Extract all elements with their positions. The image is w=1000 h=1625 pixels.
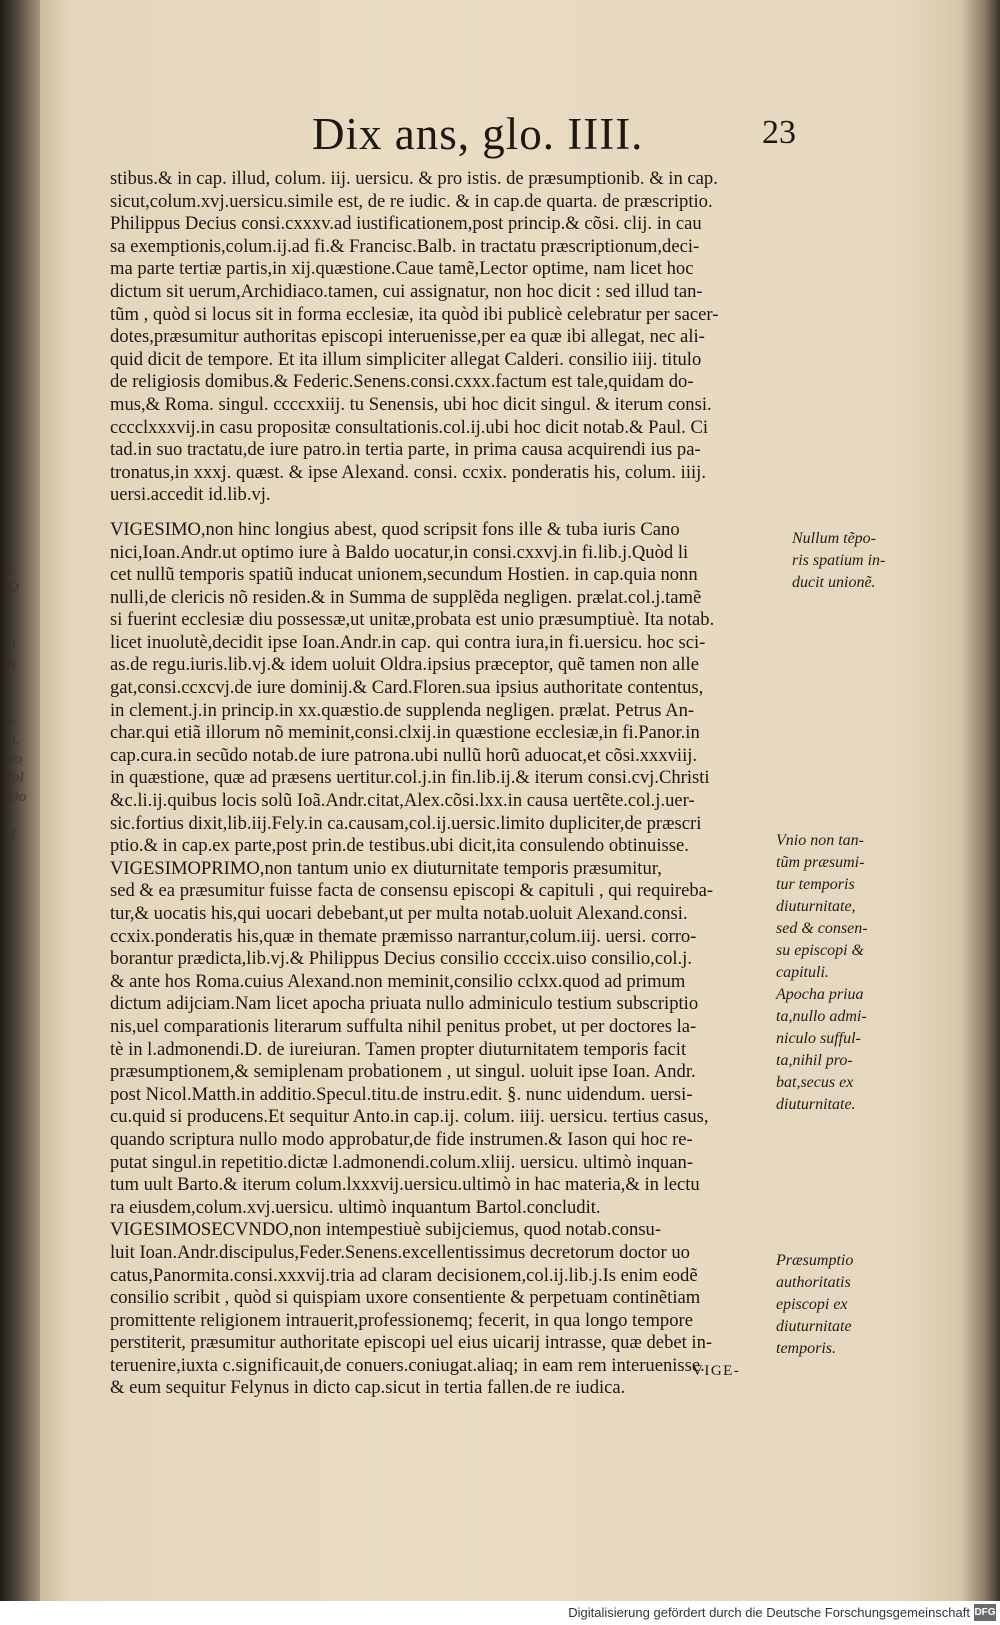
margin-note-line: episcopi ex [776,1296,848,1313]
page-number: 23 [762,114,796,151]
margin-note-2 [776,830,936,1116]
text-line: sicut,colum.xvj.uersicu.simile est, de re iudic. & in cap.de quarta. de præscriptio. [110,190,713,212]
text-line: char.qui etiã illorum nõ meminit,consi.clxij.in quæstione ecclesiæ,in fi.Panor.in [110,722,700,744]
text-line: uersi.accedit id.lib.vj. [110,484,271,506]
text-line: Philippus Decius consi.cxxxv.ad iustificationem,post princip.& cõsi. clij. in cau [110,213,702,235]
margin-note-line: ta,nullo admi- [776,1008,867,1025]
page-header [0,100,1000,160]
text-line: sa exemptionis,colum.ij.ad fi.& Francisc.Balb. in tractatu præscriptionum,deci- [110,235,700,257]
text-line: post Nicol.Matth.in additio.Specul.titu.de instru.edit. §. nunc uidendum. uersi- [110,1083,693,1105]
margin-note-line: Apocha priua [776,986,864,1003]
text-line: catus,Panormita.consi.xxxvij.tria ad claram decisionem,col.ij.lib.j.Is enim eodẽ [110,1264,698,1286]
text-line: luit Ioan.Andr.discipulus,Feder.Senens.excellentissimus decretorum doctor uo [110,1241,690,1263]
dfg-logo: DFG [974,1604,996,1621]
margin-note-line: ta,nihil pro- [776,1052,853,1069]
text-line: tur,& uocatis his,qui uocari debebant,ut per multa notab.uoluit Alexand.consi. [110,903,688,924]
margin-note-line: bat,secus ex [776,1074,854,1091]
margin-note-line: sed & consen- [776,920,868,937]
text-line: VIGESIMO,non hinc longius abest, quod scripsit fons ille & tuba iuris Cano [110,518,680,540]
text-line: præsumptionem,& semiplenam probationem , ut singul. uoluit ipse Ioan. Andr. [110,1061,696,1083]
text-line: putat singul.in repetitio.dictæ l.admonendi.colum.xliij. uersicu. ultimò inquan- [110,1151,694,1173]
text-line: & eum sequitur Felynus in dicto cap.sicut in tertia fallen.de re iudica. [110,1377,626,1399]
catchword: VIGE- [692,1363,741,1379]
text-line: nulli,de clericis nõ residen.& in Summa de supplẽda negligen. prælat.col.j.tamẽ [110,586,702,608]
text-line: tad.in suo tractatu,de iure patro.in tertia parte, in prima causa acquirendi ius pa- [110,439,701,461]
text-line: tum uult Barto.& iterum colum.lxxxvij.uersicu.ultimò in hac materia,& in lectu [110,1174,700,1196]
text-line: stibus.& in cap. illud, colum. iij. uersicu. & pro istis. de præsumptionib. & in cap. [110,168,718,189]
margin-note-line: temporis. [776,1340,836,1357]
margin-note-line: su episcopi & [776,942,864,959]
running-title: Dix ans, glo. IIII. [312,109,644,159]
text-line: VIGESIMOSECVNDO,non intempestiuè subijciemus, quod notab.consu- [110,1219,662,1241]
margin-note-line: capituli. [776,964,829,981]
text-line: consilio scribit , quòd si quispiam uxore consentiente & perpetuam continẽtiam [110,1287,701,1309]
text-line: ra eiusdem,colum.xvj.uersicu. ultimò inquantum Bartol.concludit. [110,1196,601,1218]
text-line: perstiterit, præsumitur authoritate episcopi uel eius uicarij intrasse, quæ debet in- [110,1332,713,1354]
margin-note-line: diuturnitate. [776,1096,856,1113]
margin-note-line: tũm præsumi- [776,854,865,871]
text-line: sed & ea præsumitur fuisse facta de consensu episcopi & capituli , qui requireba- [110,880,714,902]
text-line: si fuerint ecclesiæ diu possessæ,ut unitæ,probata est unio præsumptiuè. Ita notab. [110,609,715,631]
text-line: tè in l.admonendi.D. de iureiuran. Tamen propter diuturnitatem temporis facit [110,1038,687,1060]
text-line: cap.cura.in secũdo notab.de iure patrona.ubi nullũ horũ aduocat,et cõsi.xxxviij. [110,744,698,766]
margin-note-line: ducit unionẽ. [792,574,876,591]
text-line: ptio.& in cap.ex parte,post prin.de testibus.ubi dicit,ita consulendo obtinuisse. [110,835,689,857]
text-line: dotes,præsumitur authoritas episcopi interuenisse,per ea quæ ibi allegat, nec ali- [110,326,705,348]
margin-note-line: tur temporis [776,876,855,893]
text-line [110,507,790,519]
text-line: licet inuolutè,decidit ipse Ioan.Andr.in cap. qui contra iura,in fi.uersicu. hoc sci- [110,631,706,653]
margin-note-line: niculo sufful- [776,1030,861,1047]
text-line: sic.fortius dixit,lib.iij.Fely.in ca.causam,col.ij.uersic.limito dupliciter,de præscri [110,812,702,834]
margin-note-line: diuturnitate [776,1318,852,1335]
margin-note-line: ris spatium in- [792,552,886,569]
text-line: cccclxxxvij.in casu propositæ consultationis.col.ij.ubi hoc dicit notab.& Paul. Ci [110,416,709,438]
text-line: teruenire,iuxta c.significauit,de conuers.coniugat.aliaq; in eam rem interuenisse. [110,1354,705,1376]
margin-note-line: Vnio non tan- [776,832,864,849]
text-line: cet nullũ temporis spatiũ inducat unionem,secundum Hostien. in cap.quia nonn [110,564,698,586]
text-line: & ante hos Roma.cuius Alexand.non meminit,consilio cclxx.quod ad primum [110,970,686,992]
margin-note-line: diuturnitate, [776,898,856,915]
text-line: quando scriptura nullo modo approbatur,de fide instrumen.& Iason qui hoc re- [110,1128,693,1150]
text-line: in quæstione, quæ ad præsens uertitur.col.j.in fin.lib.ij.& iterum consi.cvj.Christi [110,767,710,789]
margin-note-line: Præsumptio [776,1252,854,1269]
text-line: tũm , quòd si locus sit in forma ecclesiæ, ita quòd ibi publicè celebratur per sacer- [110,303,719,325]
margin-note-line: authoritatis [776,1274,851,1291]
text-line: de religiosis domibus.& Federic.Senens.consi.cxxx.factum est tale,quidam do- [110,371,694,393]
gutter-fragments: l, D t d ic r , l- n. co fol Do i d [8,561,27,843]
text-line: dictum adijciam.Nam licet apocha priuata nullo adminiculo testium subscriptio [110,993,699,1015]
text-line: dictum sit uerum,Archidiaco.tamen, cui assignatur, non hoc dicit : sed illud tan- [110,280,703,302]
text-line: ccxix.ponderatis his,quæ in themate præmisso narrantur,colum.iij. uersi. corro- [110,925,697,947]
text-line: &c.li.ij.quibus locis solũ Ioã.Andr.citat,Alex.cõsi.lxx.in causa uertẽte.col.j.uer- [110,790,695,812]
text-line: mus,& Roma. singul. ccccxxiij. tu Senensis, ubi hoc dicit singul. & iterum consi. [110,393,712,415]
margin-note-line: Nullum tẽpo- [792,530,876,547]
margin-note-3 [776,1250,936,1360]
text-line: nis,uel comparationis literarum suffulta nihil penitus probet, ut per doctores la- [110,1015,697,1037]
text-line: in clement.j.in princip.in xx.quæstio.de supplenda negligen. prælat. Petrus An- [110,699,695,721]
text-line: nici,Ioan.Andr.ut optimo iure à Baldo uocatur,in consi.cxxvj.in fi.lib.j.Quòd li [110,541,689,563]
funding-note: Digitalisierung gefördert durch die Deutsche Forschungsgemeinschaft [568,1605,970,1620]
text-line: ma parte tertiæ partis,in xij.quæstione.Caue tamẽ,Lector optime, nam licet hoc [110,258,694,280]
text-line: gat,consi.ccxcvj.de iure dominij.& Card.Floren.sua ipsius authoritate contentus, [110,677,704,699]
text-line: VIGESIMOPRIMO,non tantum unio ex diuturnitate temporis præsumitur, [110,857,662,879]
text-line: promittente religionem intrauerit,professionemq; fecerit, in qua longo tempore [110,1309,693,1331]
margin-note-1 [792,528,952,594]
text-line: cu.quid si producens.Et sequitur Anto.in cap.ij. colum. iiij. uersicu. tertius casus, [110,1106,709,1128]
text-line: borantur prædicta,lib.vj.& Philippus Decius consilio ccccix.uiso consilio,col.j. [110,948,692,970]
body-text [110,168,790,1400]
text-line: as.de regu.iuris.lib.vj.& idem uoluit Oldra.ipsius præceptor, quẽ tamen non alle [110,654,699,676]
text-line: quid dicit de tempore. Et ita illum simpliciter allegat Calderi. consilio iiij. titulo [110,348,702,370]
footer-strip [0,1601,1000,1625]
text-line: tronatus,in xxxj. quæst. & ipse Alexand. consi. ccxix. ponderatis his, colum. iiij. [110,461,706,483]
